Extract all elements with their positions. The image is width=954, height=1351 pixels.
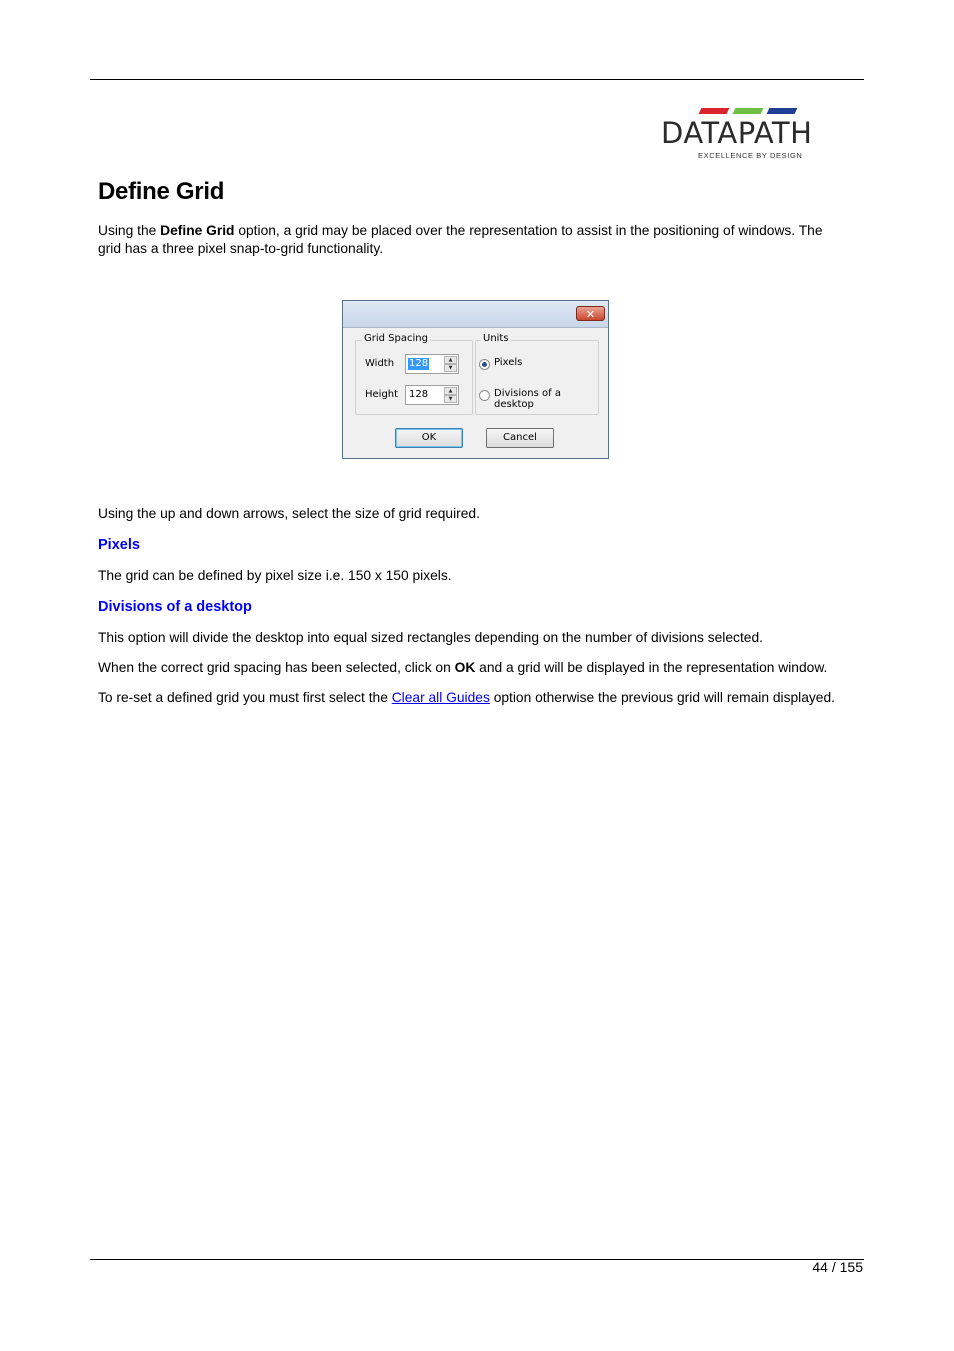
ok-suffix: and a grid will be displayed in the representation window. [475,660,828,675]
divisions-radio-label[interactable]: Divisions of a desktop [494,388,561,410]
page-number: 44 / 155 [812,1259,863,1275]
height-label: Height [365,389,399,400]
logo-tagline: EXCELLENCE BY DESIGN [698,151,803,160]
arrows-paragraph: Using the up and down arrows, select the size of grid required. [98,506,480,521]
height-value[interactable]: 128 [409,389,429,400]
width-down-arrow-icon[interactable]: ▼ [444,364,457,372]
intro-paragraph [98,222,838,258]
units-group [475,333,599,415]
pixels-heading: Pixels [98,537,140,553]
logo-blue-bar [767,108,798,114]
footer-rule [90,1259,864,1260]
height-up-arrow-icon[interactable]: ▲ [444,387,457,395]
intro-bold: Define Grid [160,223,235,238]
reset-prefix: To re-set a defined grid you must first select the [98,690,392,705]
header-rule [90,79,864,80]
divisions-heading: Divisions of a desktop [98,599,252,615]
ok-paragraph [98,659,838,677]
grid-spacing-legend: Grid Spacing [364,333,428,344]
pixels-radio[interactable] [479,359,490,370]
ok-prefix: When the correct grid spacing has been selected, click on [98,660,455,675]
define-grid-dialog [342,300,609,459]
dialog-titlebar[interactable] [343,301,608,328]
close-icon[interactable]: ✕ [576,306,605,321]
pixels-radio-label[interactable]: Pixels [494,357,523,368]
height-down-arrow-icon[interactable]: ▼ [444,395,457,403]
units-legend: Units [483,333,509,344]
pixels-paragraph: The grid can be defined by pixel size i.e. 150 x 150 pixels. [98,568,452,583]
width-spinner[interactable] [405,354,459,374]
ok-bold: OK [454,660,476,675]
logo-red-bar [699,108,730,114]
logo-wordmark: DATAPATH [661,116,813,150]
height-spinner[interactable] [405,385,459,405]
reset-suffix: option otherwise the previous grid will remain displayed. [489,690,835,705]
logo-green-bar [733,108,764,114]
intro-prefix: Using the [98,223,161,238]
height-spin-arrows[interactable] [444,387,457,403]
divisions-paragraph: This option will divide the desktop into equal sized rectangles depending on the number of divisions selected. [98,630,763,645]
width-up-arrow-icon[interactable]: ▲ [444,356,457,364]
cancel-button[interactable]: Cancel [486,428,554,448]
ok-button[interactable]: OK [395,428,463,448]
page-title: Define Grid [98,178,225,205]
divisions-radio[interactable] [479,390,490,401]
width-spin-arrows[interactable] [444,356,457,372]
intro-suffix: option, a grid may be placed over the representation to assist in the positioning of windows. The grid has a three pixel snap-to-grid functionality. [98,223,823,256]
clear-all-guides-link[interactable]: Clear all Guides [391,690,490,705]
grid-spacing-group [355,333,473,415]
reset-paragraph [98,689,838,707]
width-value[interactable]: 128 [409,358,429,369]
datapath-logo [660,105,835,161]
width-label: Width [365,358,395,369]
